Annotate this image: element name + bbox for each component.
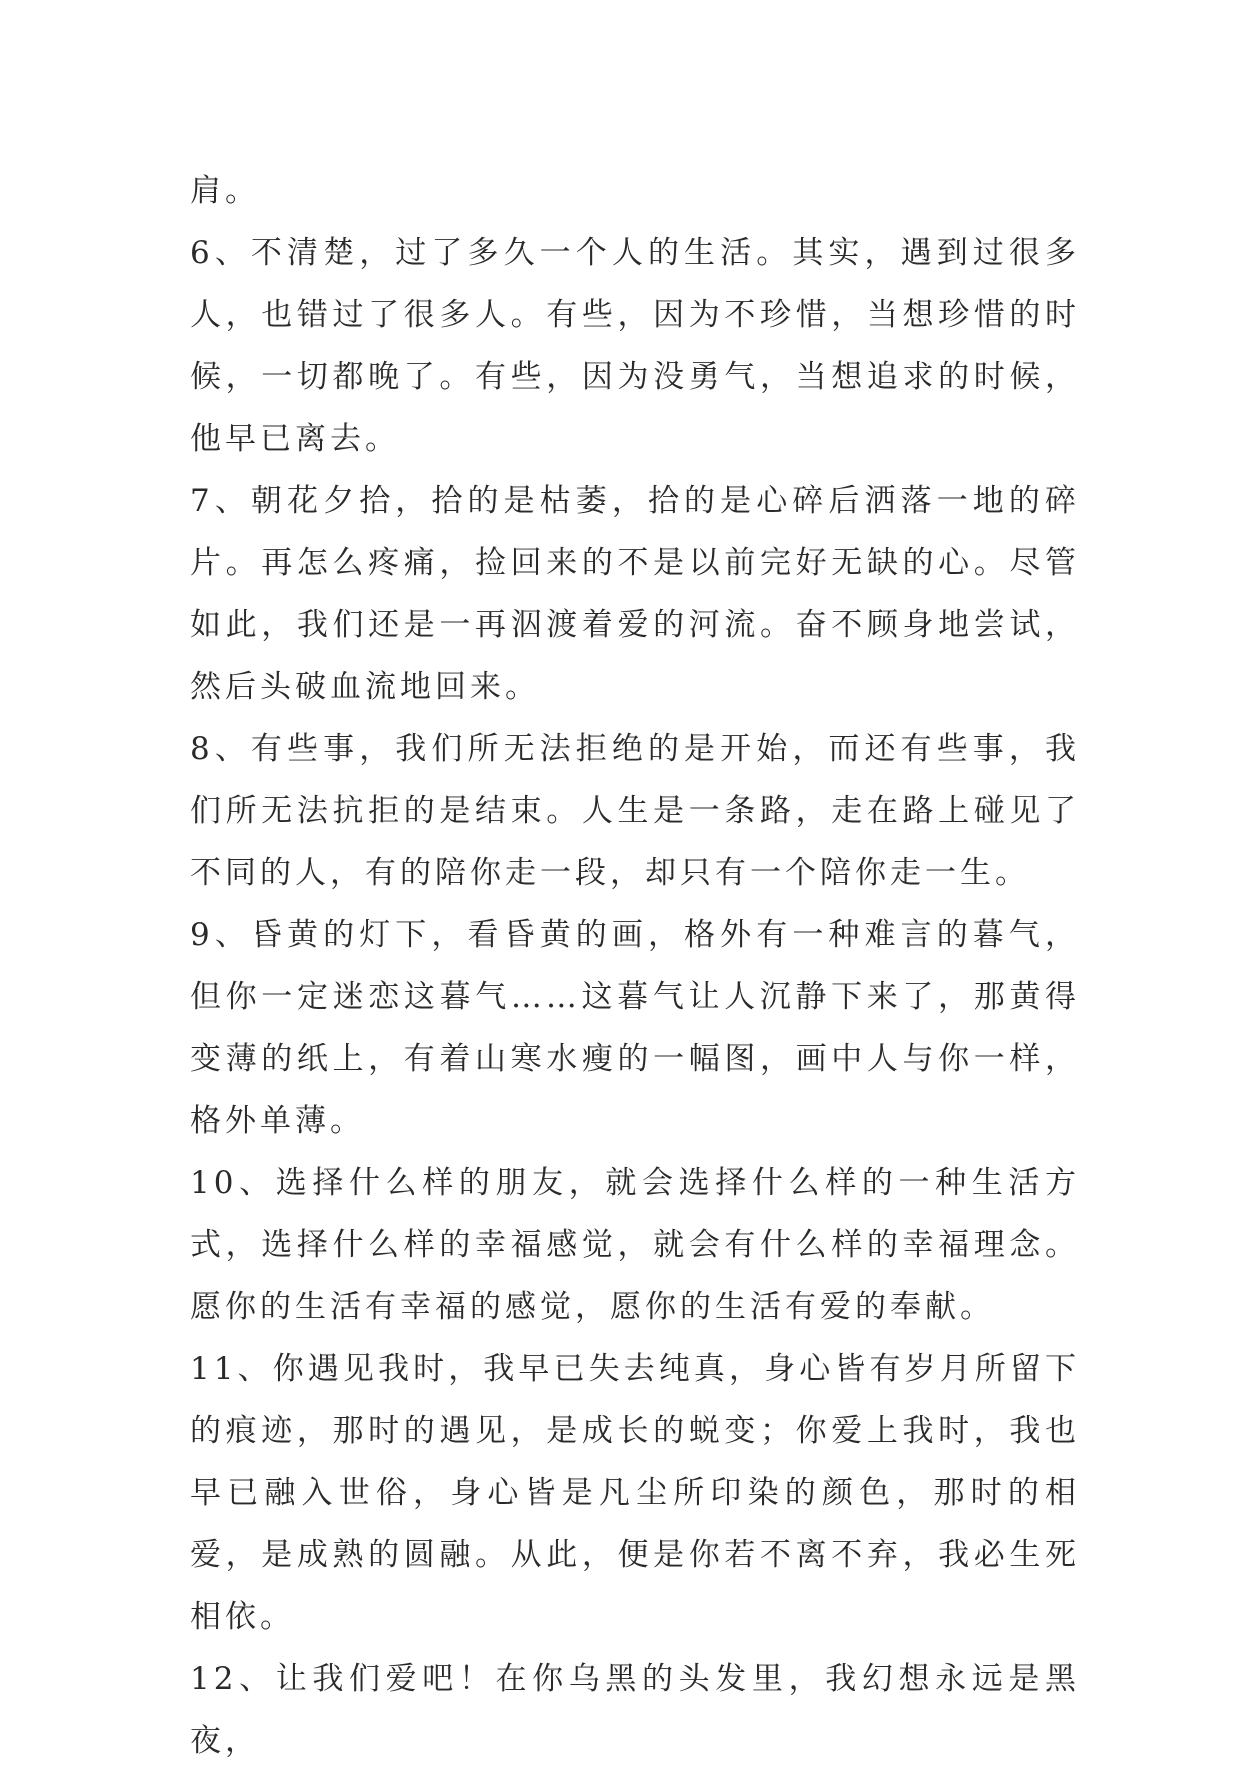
paragraph-item-7: 7、朝花夕拾，拾的是枯萎，拾的是心碎后洒落一地的碎片。再怎么疼痛，捡回来的不是以前完好无缺的心。尽管如此，我们还是一再泅渡着爱的河流。奋不顾身地尝试，然后头破血流地回来。: [190, 483, 1080, 705]
paragraph-item-9: 9、昏黄的灯下，看昏黄的画，格外有一种难言的暮气，但你一定迷恋这暮气……这暮气让人沉静下来了，那黄得变薄的纸上，有着山寒水瘦的一幅图，画中人与你一样，格外单薄。: [190, 917, 1080, 1139]
paragraph-item-10: 10、选择什么样的朋友，就会选择什么样的一种生活方式，选择什么样的幸福感觉，就会有什么样的幸福理念。愿你的生活有幸福的感觉，愿你的生活有爱的奉献。: [190, 1165, 1080, 1325]
paragraph-item-8: 8、有些事，我们所无法拒绝的是开始，而还有些事，我们所无法抗拒的是结束。人生是一条路，走在路上碰见了不同的人，有的陪你走一段，却只有一个陪你走一生。: [190, 731, 1080, 891]
document-body: [190, 160, 1080, 1772]
paragraph-continuation: 肩。: [190, 173, 260, 209]
paragraph-item-11: 11、你遇见我时，我早已失去纯真，身心皆有岁月所留下的痕迹，那时的遇见，是成长的蜕变；你爱上我时，我也早已融入世俗，身心皆是凡尘所印染的颜色，那时的相爱，是成熟的圆融。从此，便是你若不离不弃，我必生死相依。: [190, 1351, 1080, 1635]
paragraph-item-12: 12、让我们爱吧！在你乌黑的头发里，我幻想永远是黑夜，: [190, 1661, 1080, 1759]
paragraph-item-6: 6、不清楚，过了多久一个人的生活。其实，遇到过很多人，也错过了很多人。有些，因为不珍惜，当想珍惜的时候，一切都晚了。有些，因为没勇气，当想追求的时候，他早已离去。: [190, 235, 1080, 457]
